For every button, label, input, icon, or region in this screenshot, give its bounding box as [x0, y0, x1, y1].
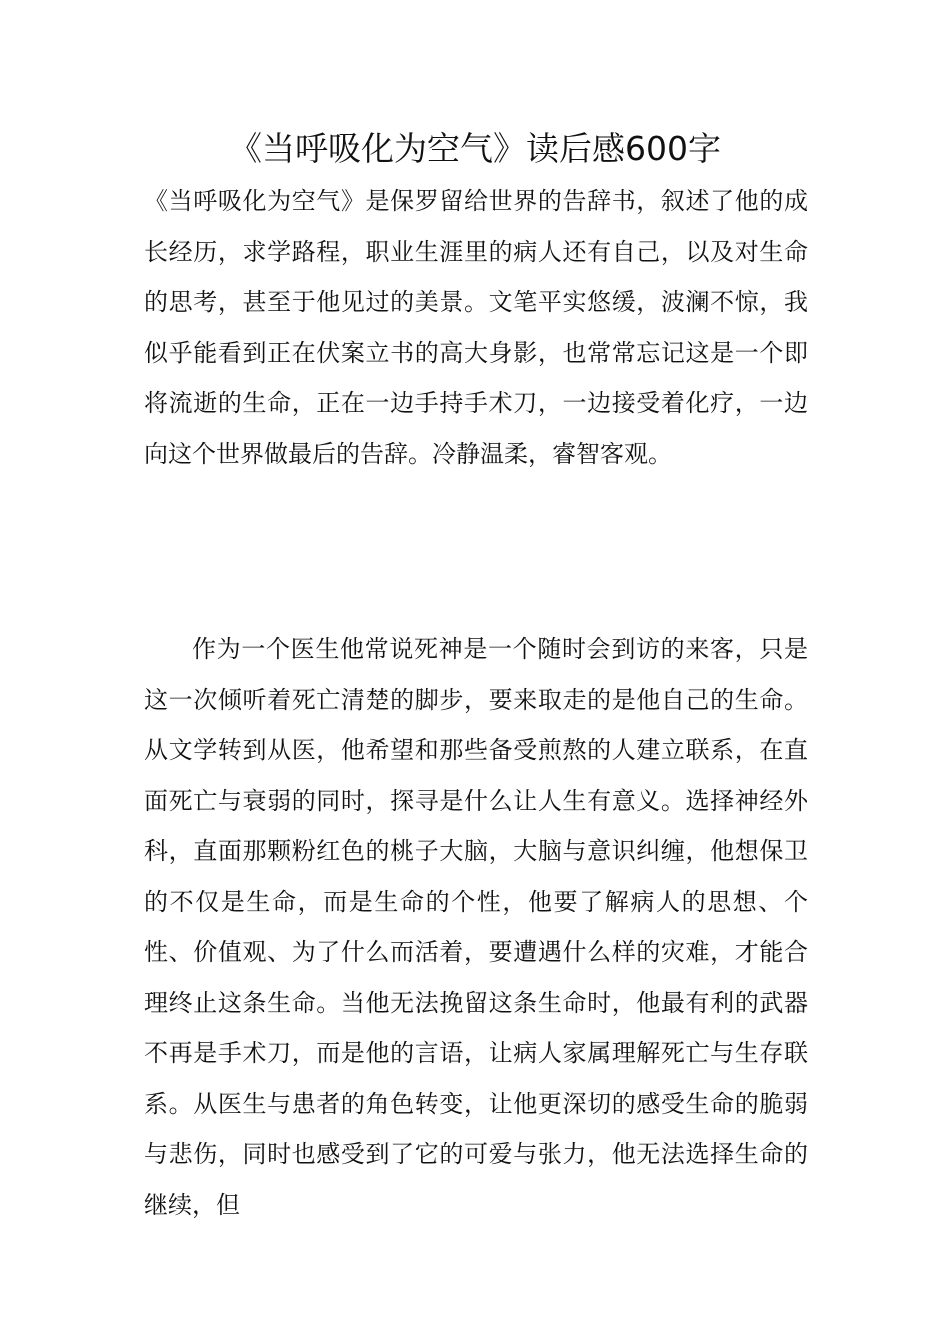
paragraph-2: 作为一个医生他常说死神是一个随时会到访的来客，只是这一次倾听着死亡清楚的脚步，要来取走的是他自己的生命。从文学转到从医，他希望和那些备受煎熬的人建立联系，在直面死亡与衰弱的同时，探寻是什么让人生有意义。选择神经外科，直面那颗粉红色的桃子大脑，大脑与意识纠缠，他想保卫的不仅是生命，而是生命的个性，他要了解病人的思想、个性、价值观、为了什么而活着，要遭遇什么样的灾难，才能合理终止这条生命。当他无法挽留这条生命时，他最有利的武器不再是手术刀，而是他的言语，让病人家属理解死亡与生存联系。从医生与患者的角色转变，让他更深切的感受生命的脆弱与悲伤，同时也感受到了它的可爱与张力，他无法选择生命的继续，但	[144, 635, 808, 1219]
document-title: 《当呼吸化为空气》读后感600字	[229, 129, 721, 168]
paragraph-1: 《当呼吸化为空气》是保罗留给世界的告辞书，叙述了他的成长经历，求学路程，职业生涯里的病人还有自己，以及对生命的思考，甚至于他见过的美景。文笔平实悠缓，波澜不惊，我似乎能看到正在伏案立书的高大身影，也常常忘记这是一个即将流逝的生命，正在一边手持手术刀，一边接受着化疗，一边向这个世界做最后的告辞。冷静温柔，睿智客观。	[144, 187, 808, 468]
